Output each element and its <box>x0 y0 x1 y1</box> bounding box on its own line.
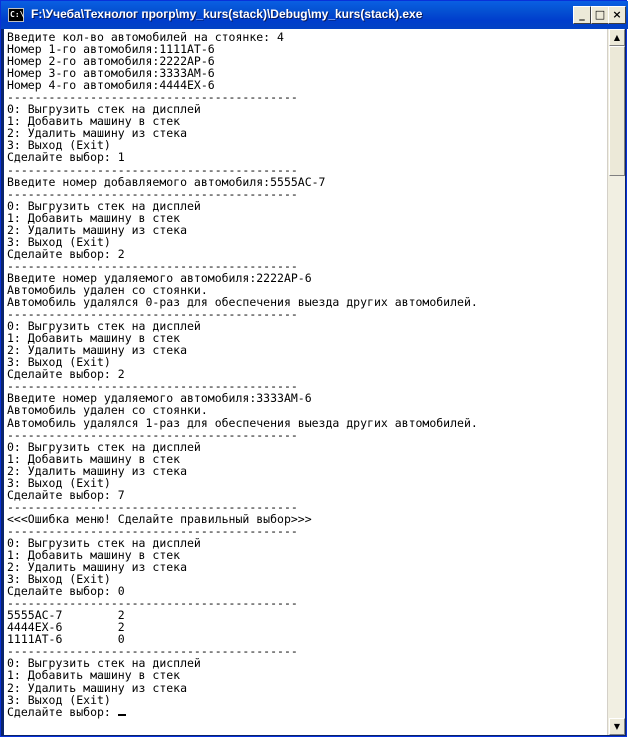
console-line: 1111АТ-6 0 <box>7 632 125 647</box>
console-line: ------------------------------------------ <box>7 644 298 659</box>
scroll-down-button[interactable]: ▼ <box>609 718 625 735</box>
console-line: 0: Выгрузить стек на дисплей <box>7 198 201 213</box>
console-line: ------------------------------------------ <box>7 499 298 514</box>
console-line: 1: Добавить машину в стек <box>7 451 181 466</box>
console-line: 3: Выход (Exit) <box>7 138 111 153</box>
console-prompt-line <box>7 706 607 718</box>
console-line: 0: Выгрузить стек на дисплей <box>7 439 201 454</box>
console-line: ------------------------------------------ <box>7 596 298 611</box>
console-prompt-text: Сделайте выбор: <box>7 704 118 719</box>
console-line: 3: Выход (Exit) <box>7 234 111 249</box>
vertical-scrollbar[interactable] <box>607 29 625 735</box>
console-line: 1: Добавить машину в стек <box>7 668 181 683</box>
console-line: 0: Выгрузить стек на дисплей <box>7 656 201 671</box>
console-line: Номер 1-го автомобиля:1111АТ-6 <box>7 42 215 57</box>
console-line: 1: Добавить машину в стек <box>7 114 181 129</box>
console-line: Номер 2-го автомобиля:2222АР-6 <box>7 54 215 69</box>
title-bar[interactable] <box>1 1 628 29</box>
console-line: 0: Выгрузить стек на дисплей <box>7 319 201 334</box>
console-line: 2: Удалить машину из стека <box>7 222 188 237</box>
console-line: ------------------------------------------ <box>7 186 298 201</box>
close-button[interactable]: × <box>608 6 626 24</box>
console-line: Сделайте выбор: 2 <box>7 246 125 261</box>
console-line: Сделайте выбор: 1 <box>7 150 125 165</box>
console-line: 1: Добавить машину в стек <box>7 210 181 225</box>
console-line: Сделайте выбор: 7 <box>7 487 125 502</box>
console-line: Введите номер удаляемого автомобиля:3333АМ-6 <box>7 391 312 406</box>
console-line: 5555АС-7 2 <box>7 608 125 623</box>
console-line: Номер 3-го автомобиля:3333АМ-6 <box>7 66 215 81</box>
text-cursor <box>118 714 126 716</box>
scroll-up-button[interactable]: ▲ <box>609 29 625 46</box>
console-output[interactable] <box>4 29 607 735</box>
console-line: 1: Добавить машину в стек <box>7 331 181 346</box>
window-title: F:\Учеба\Технолог прогр\my_kurs(stack)\Debug\my_kurs(stack).exe <box>31 7 423 21</box>
console-line: 0: Выгрузить стек на дисплей <box>7 535 201 550</box>
console-line: 2: Удалить машину из стека <box>7 463 188 478</box>
minimize-button[interactable]: _ <box>573 6 591 24</box>
console-line: 4444ЕХ-6 2 <box>7 620 125 635</box>
console-line: 3: Выход (Exit) <box>7 475 111 490</box>
console-line: 2: Удалить машину из стека <box>7 680 188 695</box>
console-line: Сделайте выбор: 2 <box>7 367 125 382</box>
console-line: 2: Удалить машину из стека <box>7 560 188 575</box>
console-line: <<<Ошибка меню! Сделайте правильный выбор>>> <box>7 511 312 526</box>
scroll-thumb[interactable] <box>609 46 625 176</box>
console-line: 2: Удалить машину из стека <box>7 126 188 141</box>
console-line: ------------------------------------------ <box>7 307 298 322</box>
console-line: ------------------------------------------ <box>7 162 298 177</box>
console-line: Автомобиль удалялся 0-раз для обеспечения выезда других автомобилей. <box>7 295 478 310</box>
console-line: ------------------------------------------ <box>7 90 298 105</box>
console-line: Введите номер удаляемого автомобиля:2222АР-6 <box>7 270 312 285</box>
console-line: Введите кол-во автомобилей на стоянке: 4 <box>7 30 284 44</box>
console-app-icon[interactable]: C:\ <box>8 8 24 22</box>
maximize-button[interactable]: □ <box>591 6 609 24</box>
console-line: Автомобиль удален со стоянки. <box>7 282 208 297</box>
console-line: 3: Выход (Exit) <box>7 692 111 707</box>
console-line: 3: Выход (Exit) <box>7 572 111 587</box>
console-line: ------------------------------------------ <box>7 427 298 442</box>
console-line: ------------------------------------------ <box>7 258 298 273</box>
console-line: Номер 4-го автомобиля:4444ЕХ-6 <box>7 78 215 93</box>
console-line: Введите номер добавляемого автомобиля:5555АС-7 <box>7 174 326 189</box>
console-text <box>4 29 607 718</box>
console-line: 2: Удалить машину из стека <box>7 343 188 358</box>
console-client-area <box>4 29 625 735</box>
console-line: Автомобиль удалялся 1-раз для обеспечения выезда других автомобилей. <box>7 415 478 430</box>
console-line: 0: Выгрузить стек на дисплей <box>7 102 201 117</box>
console-line: 3: Выход (Exit) <box>7 355 111 370</box>
console-line: ------------------------------------------ <box>7 523 298 538</box>
console-line: Автомобиль удален со стоянки. <box>7 403 208 418</box>
console-line: 1: Добавить машину в стек <box>7 548 181 563</box>
console-line: ------------------------------------------ <box>7 379 298 394</box>
console-line: Сделайте выбор: 0 <box>7 584 125 599</box>
